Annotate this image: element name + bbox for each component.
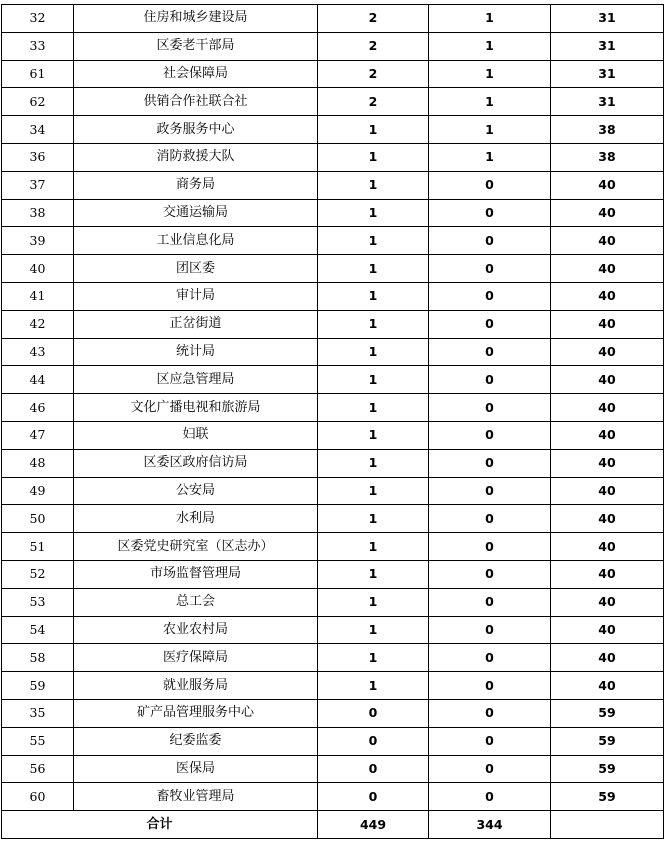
value-col-b: 0 [429,171,551,199]
value-col-b: 1 [429,32,551,60]
table-row [2,616,664,644]
value-col-b: 1 [429,60,551,88]
value-col-a: 1 [318,449,429,477]
table-row [2,227,664,255]
table-row [2,699,664,727]
table-row [2,449,664,477]
table-row [2,310,664,338]
department-name: 医保局 [74,755,318,783]
table-row [2,338,664,366]
department-name: 医疗保障局 [74,644,318,672]
value-col-b: 1 [429,88,551,116]
table-row [2,60,664,88]
total-label: 合计 [2,811,318,839]
value-col-b: 0 [429,227,551,255]
department-name: 农业农村局 [74,616,318,644]
table-row [2,143,664,171]
value-col-a: 1 [318,116,429,144]
value-col-b: 0 [429,310,551,338]
value-col-a: 1 [318,477,429,505]
value-col-c: 31 [551,32,664,60]
value-col-b: 0 [429,421,551,449]
row-index: 62 [2,88,74,116]
table-row [2,783,664,811]
value-col-c: 38 [551,143,664,171]
department-name: 工业信息化局 [74,227,318,255]
table-row [2,88,664,116]
value-col-c: 40 [551,282,664,310]
department-name: 总工会 [74,588,318,616]
value-col-a: 1 [318,227,429,255]
value-col-b: 1 [429,116,551,144]
value-col-c: 40 [551,338,664,366]
value-col-a: 1 [318,282,429,310]
value-col-a: 2 [318,60,429,88]
value-col-b: 0 [429,727,551,755]
value-col-c: 40 [551,616,664,644]
department-name: 交通运输局 [74,199,318,227]
department-name: 市场监督管理局 [74,560,318,588]
row-index: 61 [2,60,74,88]
value-col-a: 1 [318,338,429,366]
total-col-c [551,811,664,839]
value-col-c: 40 [551,477,664,505]
value-col-a: 1 [318,143,429,171]
value-col-c: 40 [551,227,664,255]
table-row [2,560,664,588]
value-col-a: 1 [318,394,429,422]
value-col-a: 1 [318,644,429,672]
value-col-a: 0 [318,755,429,783]
table-row [2,255,664,283]
table-row [2,505,664,533]
table-body [2,5,664,839]
row-index: 51 [2,533,74,561]
table-row [2,199,664,227]
table-row [2,421,664,449]
value-col-c: 40 [551,255,664,283]
row-index: 37 [2,171,74,199]
value-col-a: 1 [318,533,429,561]
value-col-c: 40 [551,199,664,227]
value-col-c: 40 [551,366,664,394]
row-index: 53 [2,588,74,616]
value-col-c: 40 [551,672,664,700]
value-col-b: 0 [429,449,551,477]
department-name: 纪委监委 [74,727,318,755]
value-col-a: 1 [318,505,429,533]
row-index: 48 [2,449,74,477]
value-col-b: 0 [429,672,551,700]
value-col-a: 1 [318,616,429,644]
value-col-c: 31 [551,60,664,88]
value-col-a: 1 [318,255,429,283]
value-col-a: 1 [318,588,429,616]
row-index: 32 [2,5,74,33]
department-name: 消防救援大队 [74,143,318,171]
table-row [2,533,664,561]
department-name: 就业服务局 [74,672,318,700]
value-col-a: 2 [318,32,429,60]
value-col-c: 40 [551,171,664,199]
row-index: 41 [2,282,74,310]
table-row [2,116,664,144]
value-col-a: 1 [318,171,429,199]
row-index: 55 [2,727,74,755]
value-col-b: 0 [429,755,551,783]
table-row [2,672,664,700]
value-col-c: 31 [551,5,664,33]
row-index: 52 [2,560,74,588]
row-index: 35 [2,699,74,727]
row-index: 38 [2,199,74,227]
value-col-c: 40 [551,560,664,588]
department-name: 水利局 [74,505,318,533]
value-col-c: 40 [551,588,664,616]
value-col-b: 0 [429,616,551,644]
row-index: 42 [2,310,74,338]
value-col-c: 40 [551,449,664,477]
department-name: 团区委 [74,255,318,283]
value-col-a: 1 [318,310,429,338]
value-col-b: 0 [429,699,551,727]
value-col-b: 1 [429,143,551,171]
value-col-a: 0 [318,727,429,755]
value-col-a: 1 [318,366,429,394]
department-name: 正岔街道 [74,310,318,338]
department-name: 公安局 [74,477,318,505]
total-col-b: 344 [429,811,551,839]
value-col-c: 31 [551,88,664,116]
value-col-b: 0 [429,282,551,310]
row-index: 58 [2,644,74,672]
total-row [2,811,664,839]
department-name: 住房和城乡建设局 [74,5,318,33]
table-row [2,755,664,783]
table-row [2,394,664,422]
value-col-b: 0 [429,505,551,533]
row-index: 36 [2,143,74,171]
department-name: 矿产品管理服务中心 [74,699,318,727]
table-row [2,477,664,505]
value-col-c: 40 [551,533,664,561]
total-col-a: 449 [318,811,429,839]
value-col-b: 0 [429,366,551,394]
department-name: 政务服务中心 [74,116,318,144]
row-index: 46 [2,394,74,422]
value-col-a: 1 [318,560,429,588]
row-index: 50 [2,505,74,533]
row-index: 60 [2,783,74,811]
department-name: 区委党史研究室（区志办） [74,533,318,561]
department-name: 妇联 [74,421,318,449]
value-col-c: 40 [551,421,664,449]
row-index: 40 [2,255,74,283]
row-index: 54 [2,616,74,644]
table-row [2,5,664,33]
value-col-b: 0 [429,199,551,227]
row-index: 33 [2,32,74,60]
row-index: 59 [2,672,74,700]
value-col-c: 40 [551,310,664,338]
department-name: 统计局 [74,338,318,366]
value-col-c: 40 [551,394,664,422]
value-col-c: 38 [551,116,664,144]
value-col-a: 2 [318,88,429,116]
row-index: 44 [2,366,74,394]
value-col-b: 0 [429,533,551,561]
table-row [2,588,664,616]
table-row [2,32,664,60]
ranking-table [1,4,664,839]
department-name: 区委老干部局 [74,32,318,60]
department-name: 畜牧业管理局 [74,783,318,811]
value-col-b: 0 [429,477,551,505]
table-row [2,171,664,199]
department-name: 区应急管理局 [74,366,318,394]
department-name: 文化广播电视和旅游局 [74,394,318,422]
value-col-b: 0 [429,588,551,616]
value-col-a: 1 [318,199,429,227]
row-index: 43 [2,338,74,366]
value-col-c: 40 [551,505,664,533]
row-index: 47 [2,421,74,449]
value-col-b: 0 [429,560,551,588]
row-index: 56 [2,755,74,783]
department-name: 供销合作社联合社 [74,88,318,116]
department-name: 社会保障局 [74,60,318,88]
value-col-a: 1 [318,672,429,700]
value-col-b: 0 [429,255,551,283]
value-col-c: 59 [551,727,664,755]
value-col-b: 0 [429,644,551,672]
department-name: 区委区政府信访局 [74,449,318,477]
value-col-b: 1 [429,5,551,33]
department-name: 商务局 [74,171,318,199]
value-col-a: 1 [318,421,429,449]
table-row [2,366,664,394]
row-index: 39 [2,227,74,255]
row-index: 34 [2,116,74,144]
value-col-c: 59 [551,699,664,727]
value-col-c: 40 [551,644,664,672]
row-index: 49 [2,477,74,505]
value-col-c: 59 [551,783,664,811]
value-col-b: 0 [429,394,551,422]
value-col-a: 2 [318,5,429,33]
value-col-a: 0 [318,783,429,811]
department-name: 审计局 [74,282,318,310]
table-row [2,282,664,310]
table-row [2,644,664,672]
value-col-b: 0 [429,338,551,366]
value-col-c: 59 [551,755,664,783]
value-col-b: 0 [429,783,551,811]
value-col-a: 0 [318,699,429,727]
table-row [2,727,664,755]
